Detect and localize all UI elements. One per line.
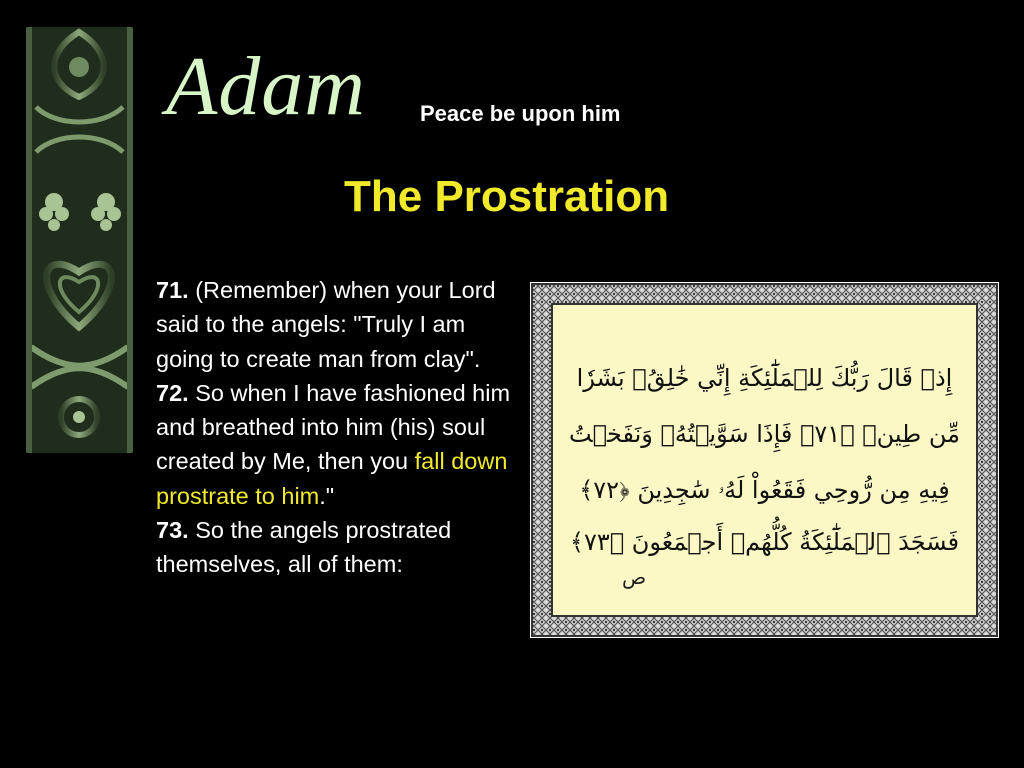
decorative-ornament-panel — [26, 27, 133, 453]
verse-text: So when I have fashioned him and breathed into him (his) soul created by Me, then you — [156, 379, 511, 475]
arabic-line-3: فِيهِ مِن رُّوحِي فَقَعُواْ لَهُۥ سَٰجِدِينَ ﴿٧٢﴾ — [579, 476, 950, 504]
calligraphy-border — [530, 282, 999, 638]
verse-number: 72. — [156, 379, 189, 406]
verse-text-end: ." — [319, 482, 335, 509]
quran-calligraphy-image — [530, 282, 999, 638]
highlighted-phrase: fall down prostrate to him — [156, 448, 508, 509]
arabic-line-1: إِذۡ قَالَ رَبُّكَ لِلۡمَلَٰٓئِكَةِ إِنِّي خَٰلِقُۢ بَشَرٗا — [576, 364, 953, 392]
verse-number: 71. — [156, 277, 189, 303]
arabic-line-4: فَسَجَدَ ٱلۡمَلَٰٓئِكَةُ كُلُّهُمۡ أَجۡمَعُونَ ﴿٧٣﴾ — [569, 528, 960, 556]
page-title: Adam — [166, 40, 366, 133]
verse-text: So the angels prostrated themselves, all of them: — [156, 517, 452, 578]
arabic-line-2: مِّن طِينٖ ﴿٧١﴾ فَإِذَا سَوَّيۡتُهُۥ وَنَفَخۡتُ — [569, 420, 960, 448]
verse-71 — [156, 273, 511, 376]
page-marker: ص — [622, 565, 647, 589]
verse-number: 73. — [156, 517, 189, 544]
verse-text-block — [156, 273, 511, 582]
verse-73 — [156, 513, 511, 582]
page-subtitle: Peace be upon him — [420, 101, 621, 126]
verse-72 — [156, 376, 511, 513]
section-heading: The Prostration — [344, 172, 670, 221]
verse-text: (Remember) when your Lord said to the angels: "Truly I am going to create man from clay". — [156, 277, 496, 372]
